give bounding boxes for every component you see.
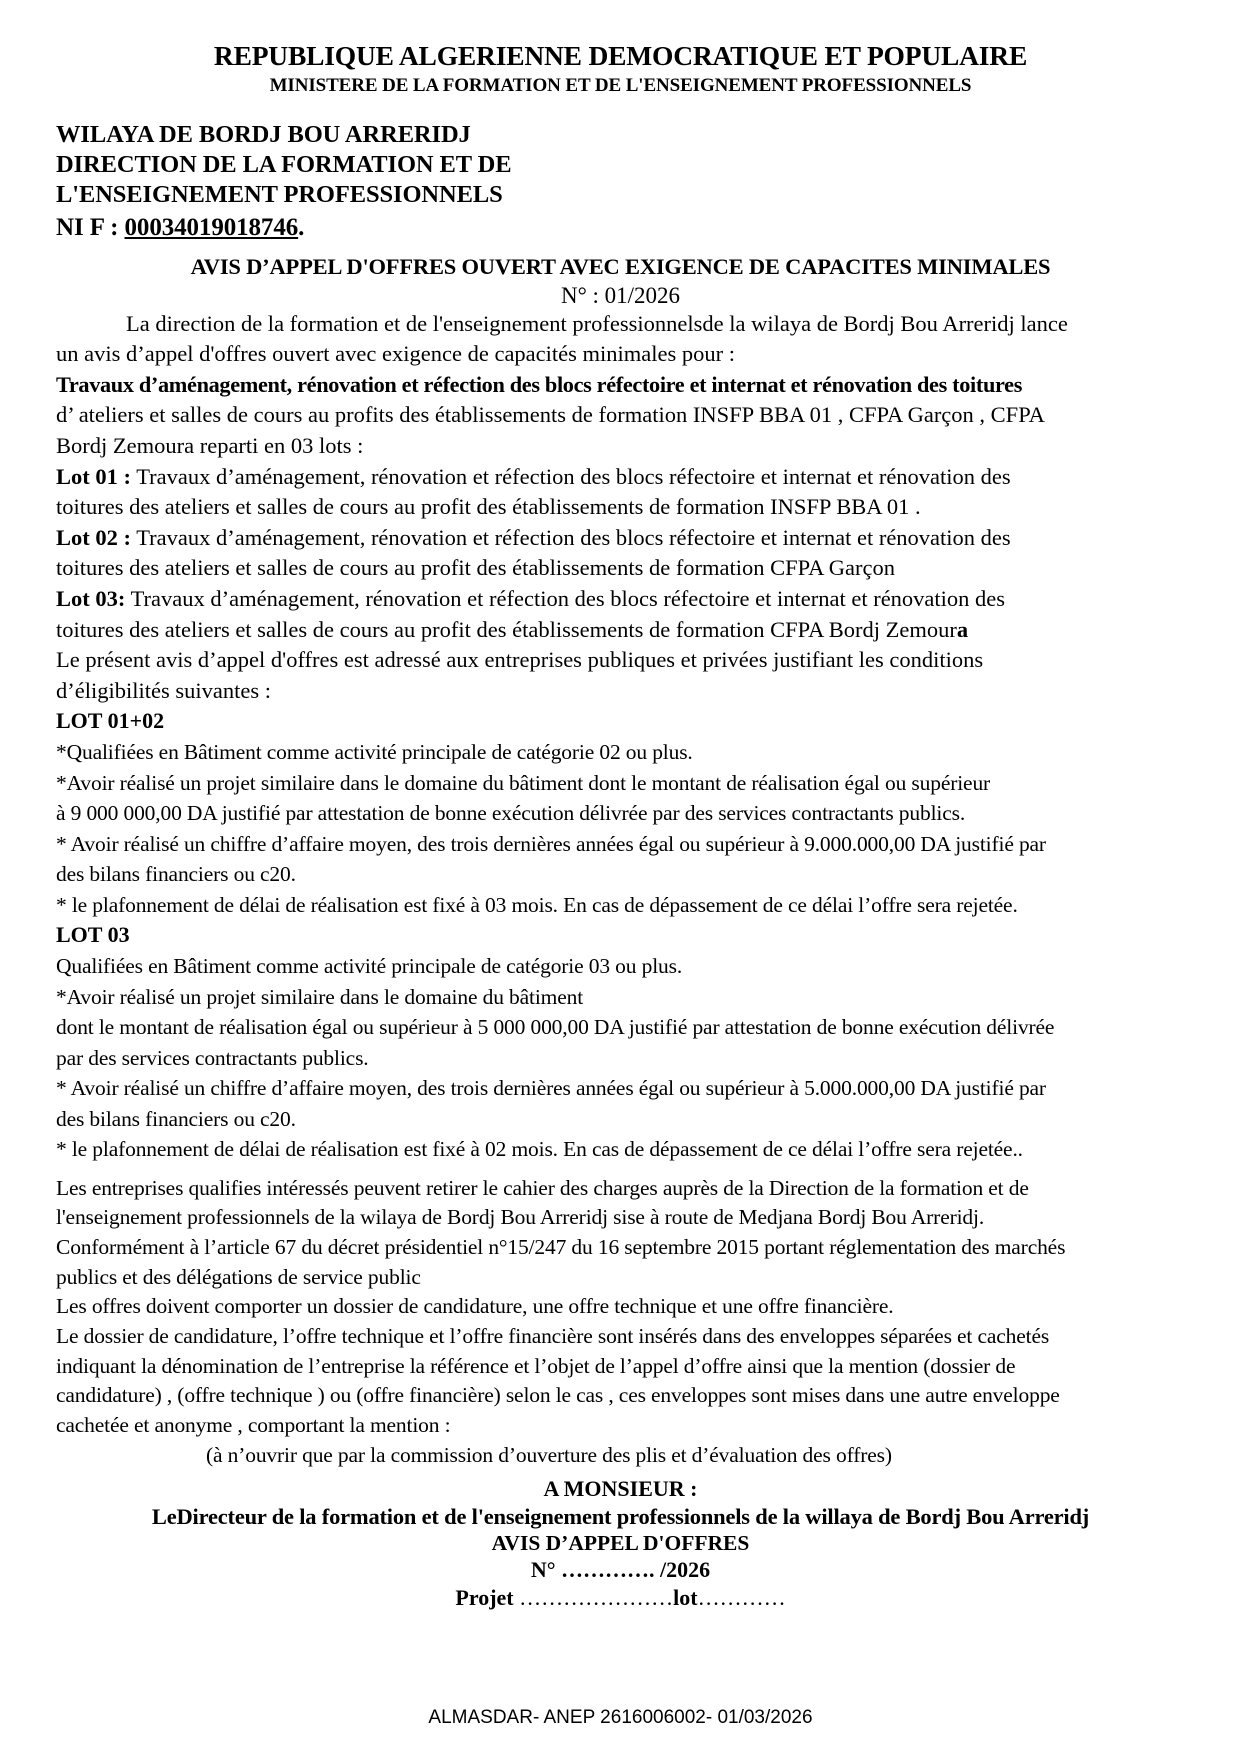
lot-03-condition: par des services contractants publics. xyxy=(56,1045,369,1070)
closing-line: Conformément à l’article 67 du décret présidentiel n°15/247 du 16 septembre 2015 portant réglementation des marchés xyxy=(56,1234,1066,1259)
lot-03-text-bold-tail: a xyxy=(956,616,969,642)
lot-01-line-1 xyxy=(56,462,1185,493)
closing-line: Les offres doivent comporter un dossier de candidature, une offre technique et une offre financière. xyxy=(56,1294,894,1319)
lot-03-condition: * le plafonnement de délai de réalisation est fixé à 02 mois. En cas de dépassement de ce délai l’offre sera rejetée.. xyxy=(56,1137,1023,1162)
nif-line xyxy=(56,214,1185,242)
signature-lot-dots: ………… xyxy=(697,1585,786,1611)
lot-03-condition: Qualifiées en Bâtiment comme activité principale de catégorie 03 ou plus. xyxy=(56,953,683,978)
eligibility-line-2: d’éligibilités suivantes : xyxy=(56,677,271,703)
lot-0102-condition: *Qualifiées en Bâtiment comme activité principale de catégorie 02 ou plus. xyxy=(56,740,693,765)
lot-01-text: Travaux d’aménagement, rénovation et réfection des blocs réfectoire et internat et rénovation des xyxy=(131,463,1011,489)
lot-01-label: Lot 01 : xyxy=(56,463,131,489)
recipient-label: A MONSIEUR : xyxy=(543,1476,698,1502)
signature-project-line xyxy=(56,1585,1185,1611)
lot-03-condition: des bilans financiers ou c20. xyxy=(56,1106,296,1131)
organization-direction-line1: DIRECTION DE LA FORMATION ET DE xyxy=(56,151,512,179)
lot-02-text: Travaux d’aménagement, rénovation et réfection des blocs réfectoire et internat et rénovation des xyxy=(131,524,1011,550)
lot-03-condition: dont le montant de réalisation égal ou supérieur à 5 000 000,00 DA justifié par attestation de bonne exécution délivrée xyxy=(56,1015,1055,1040)
lot-03-condition: * Avoir réalisé un chiffre d’affaire moyen, des trois dernières années égal ou supérieur à 5.000.000,00 DA justifié par xyxy=(56,1076,1046,1101)
works-line-2: d’ ateliers et salles de cours au profits des établissements de formation INSFP BBA 01 , CFPA Garçon , CFPA xyxy=(56,402,1045,428)
lot-0102-condition: * le plafonnement de délai de réalisation est fixé à 03 mois. En cas de dépassement de ce délai l’offre sera rejetée. xyxy=(56,892,1018,917)
signature-number: N° …………. /2026 xyxy=(530,1557,711,1583)
section-divider xyxy=(56,1165,1185,1174)
closing-line: candidature) , (offre technique ) ou (offre financière) selon le cas , ces enveloppes sont mises dans une autre enveloppe xyxy=(56,1383,1060,1408)
lot-03-line-1 xyxy=(56,584,1185,615)
notice-number: N° : 01/2026 xyxy=(560,282,681,308)
intro-line-2: un avis d’appel d'offres ouvert avec exigence de capacités minimales pour : xyxy=(56,341,735,367)
nif-period: . xyxy=(298,213,305,241)
signature-avis-label: AVIS D’APPEL D'OFFRES xyxy=(491,1531,750,1556)
closing-line: Le dossier de candidature, l’offre technique et l’offre financière sont insérés dans des enveloppes séparées et cachetés xyxy=(56,1323,1050,1348)
lot-0102-condition: * Avoir réalisé un chiffre d’affaire moyen, des trois dernières années égal ou supérieur à 9.000.000,00 DA justifié par xyxy=(56,831,1046,856)
lot-03-heading: LOT 03 xyxy=(56,922,130,948)
lot-02-line-1 xyxy=(56,523,1185,554)
lot-03-line-2 xyxy=(56,615,1185,646)
page-footer: ALMASDAR- ANEP 2616006002- 01/03/2026 xyxy=(428,1707,813,1728)
works-bold-line: Travaux d’aménagement, rénovation et réfection des blocs réfectoire et internat et rénovation des toitures xyxy=(56,372,1023,398)
director-title: LeDirecteur de la formation et de l'enseignement professionnels de la willaya de Bordj Bou Arreridj xyxy=(151,1504,1090,1530)
page-header-republic: REPUBLIQUE ALGERIENNE DEMOCRATIQUE ET POPULAIRE xyxy=(213,40,1028,71)
organization-wilaya: WILAYA DE BORDJ BOU ARRERIDJ xyxy=(56,121,471,149)
lot-0102-condition: *Avoir réalisé un projet similaire dans le domaine du bâtiment dont le montant de réalisation égal ou supérieur xyxy=(56,770,991,795)
page-header-ministry: MINISTERE DE LA FORMATION ET DE L'ENSEIGNEMENT PROFESSIONNELS xyxy=(269,75,972,97)
signature-lot-label: lot xyxy=(673,1585,698,1611)
lot-0102-condition: à 9 000 000,00 DA justifié par attestation de bonne exécution délivrée par des services contractants publics. xyxy=(56,801,966,826)
closing-line: indiquant la dénomination de l’entreprise la référence et l’objet de l’appel d’offre ainsi que la mention (dossier de xyxy=(56,1353,1016,1378)
intro-line-1: La direction de la formation et de l'enseignement professionnelsde la wilaya de Bordj Bou Arreridj lance xyxy=(126,310,1068,336)
nif-value: 00034019018746 xyxy=(124,213,299,241)
envelope-mention: (à n’ouvrir que par la commission d’ouverture des plis et d’évaluation des offres) xyxy=(206,1442,892,1467)
lot-03-text-tail: toitures des ateliers et salles de cours au profit des établissements de formation CFPA Bordj Zemour xyxy=(56,616,957,642)
eligibility-line-1: Le présent avis d’appel d'offres est adressé aux entreprises publiques et privées justifiant les conditions xyxy=(56,647,984,673)
closing-line: cachetée et anonyme , comportant la mention : xyxy=(56,1412,451,1437)
lot-0102-heading: LOT 01+02 xyxy=(56,708,165,734)
lot-02-label: Lot 02 : xyxy=(56,524,131,550)
closing-line: publics et des délégations de service public xyxy=(56,1264,421,1289)
lot-0102-condition: des bilans financiers ou c20. xyxy=(56,862,296,887)
organization-direction-line2: L'ENSEIGNEMENT PROFESSIONNELS xyxy=(56,180,503,208)
organization-block xyxy=(56,120,1185,210)
lot-03-condition: *Avoir réalisé un projet similaire dans le domaine du bâtiment xyxy=(56,984,584,1009)
page-title: AVIS D’APPEL D'OFFRES OUVERT AVEC EXIGENCE DE CAPACITES MINIMALES xyxy=(190,253,1051,279)
signature-project-label: Projet xyxy=(455,1585,520,1611)
closing-line: l'enseignement professionnels de la wilaya de Bordj Bou Arreridj sise à route de Medjana Bordj Bou Arreridj. xyxy=(56,1205,985,1230)
works-line-3: Bordj Zemoura reparti en 03 lots : xyxy=(56,432,364,458)
lot-02-line-2: toitures des ateliers et salles de cours au profit des établissements de formation CFPA Garçon xyxy=(56,555,895,581)
nif-label: NI F : xyxy=(56,213,125,241)
closing-line: Les entreprises qualifies intéressés peuvent retirer le cahier des charges auprès de la Direction de la formation et de xyxy=(56,1175,1029,1200)
signature-project-dots: ………………… xyxy=(519,1585,674,1611)
lot-03-text: Travaux d’aménagement, rénovation et réfection des blocs réfectoire et internat et rénovation des xyxy=(125,585,1006,611)
lot-01-line-2: toitures des ateliers et salles de cours au profit des établissements de formation INSFP BBA 01 . xyxy=(56,494,921,520)
lot-03-label: Lot 03: xyxy=(56,585,126,611)
